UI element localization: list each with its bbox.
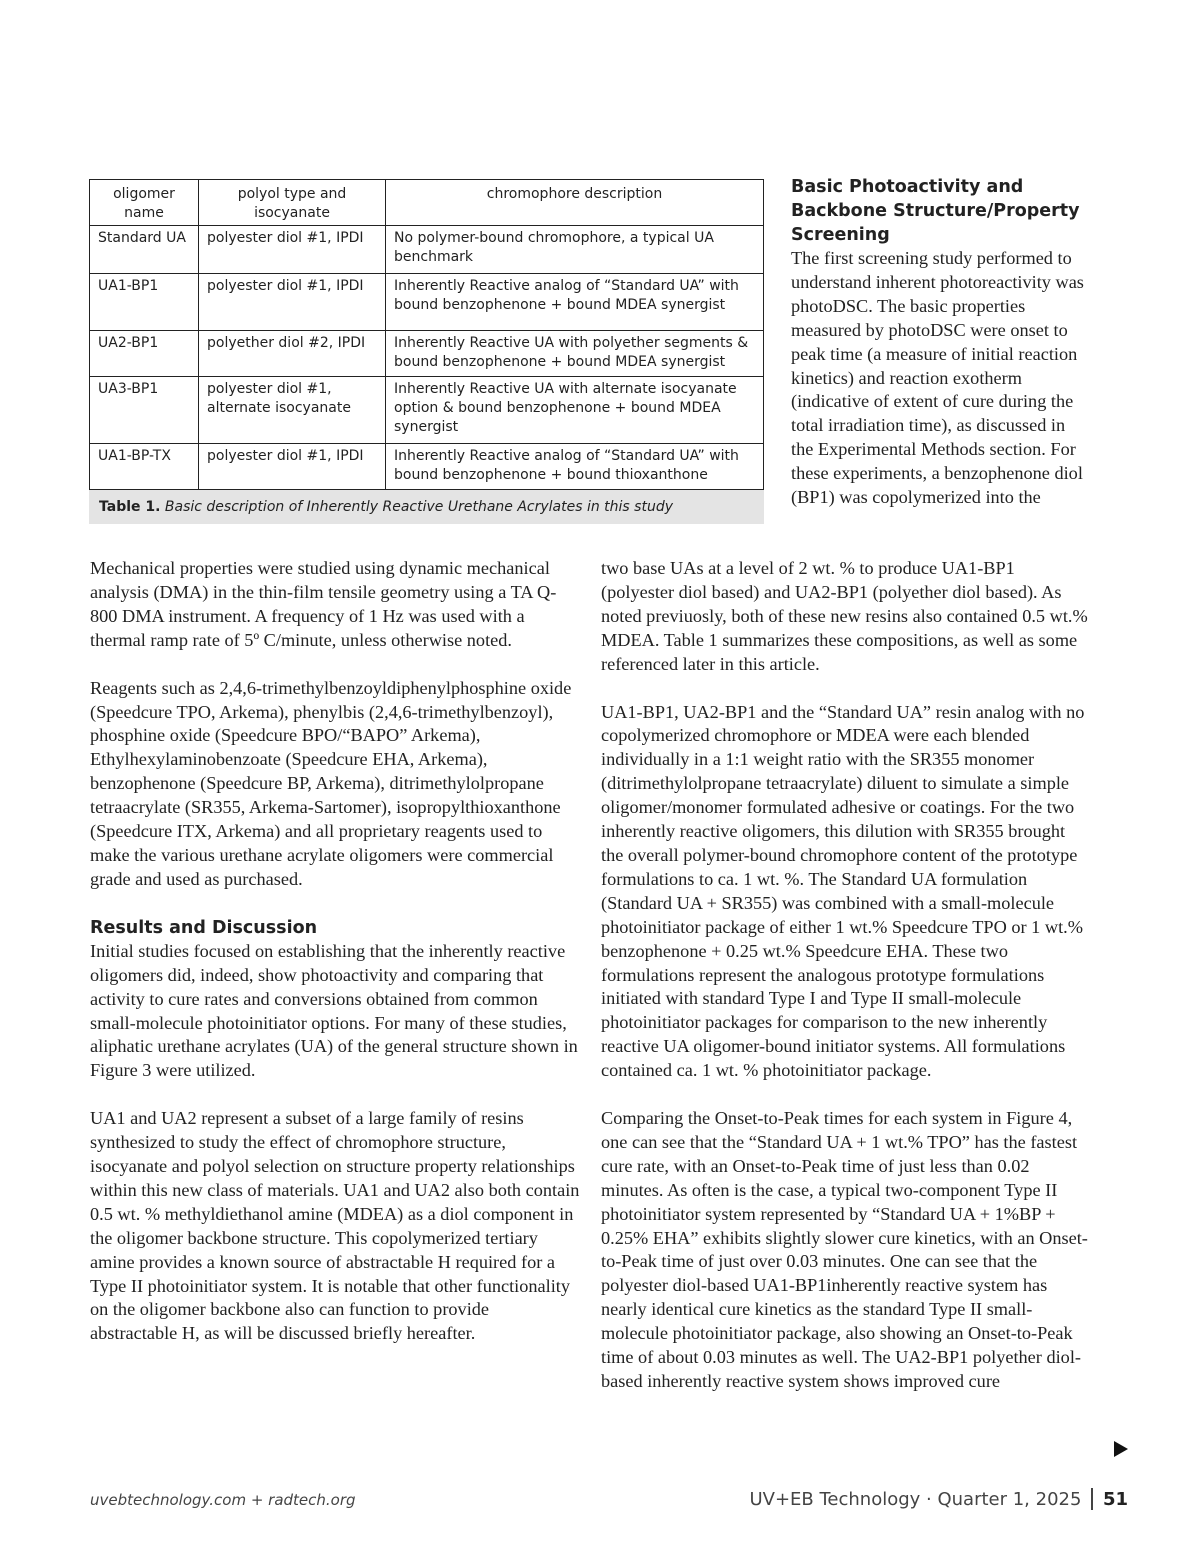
cell-oligomer-name: UA1-BP-TX bbox=[90, 444, 199, 490]
table-row bbox=[90, 444, 764, 490]
table-row bbox=[90, 274, 764, 331]
cell-polyol: polyester diol #1, IPDI bbox=[199, 226, 386, 274]
cell-polyol: polyether diol #2, IPDI bbox=[199, 331, 386, 377]
footer-divider bbox=[1091, 1488, 1093, 1510]
paragraph: Mechanical properties were studied using dynamic mechanical analysis (DMA) in the thin-film tensile geometry using a TA Q-800 DMA instrument. A frequency of 1 Hz was used with a thermal ramp rate of 5º C/minute, unless otherwise noted. bbox=[90, 558, 557, 650]
caption-text: Basic description of Inherently Reactive Urethane Acrylates in this study bbox=[164, 499, 674, 515]
paragraph: Initial studies focused on establishing that the inherently reactive oligomers did, indeed, show photoactivity and comparing that activity to cure rates and conversions obtained from common small-molecule photoinitiator options. For many of these studies, aliphatic urethane acrylates (UA) of the general structure shown in Figure 3 were utilized. bbox=[90, 940, 578, 1081]
cell-oligomer-name: Standard UA bbox=[90, 226, 199, 274]
paragraph: Comparing the Onset-to-Peak times for each system in Figure 4, one can see that the “Standard UA + 1 wt.% TPO” has the fastest cure rate, with an Onset-to-Peak time of just less than 0.02 minutes. As often is the case, a typical two-component Type II photoinitiator system represented by “Standard UA + 1%BP + 0.25% EHA” exhibits slightly slower cure kinetics, with an Onset-to-Peak time of just over 0.03 minutes. One can see that the polyester diol-based UA1-BP1inherently reactive system has nearly identical cure kinetics as the standard Type II small-molecule photoinitiator package, also showing an Onset-to-Peak time of about 0.03 minutes as well. The UA2-BP1 polyether diol-based inherently reactive system shows improved cure bbox=[601, 1108, 1088, 1391]
table-caption bbox=[89, 490, 764, 524]
table-row bbox=[90, 377, 764, 444]
header-oligomer-name: oligomer name bbox=[90, 180, 199, 226]
left-column bbox=[90, 557, 580, 1346]
header-polyol-type: polyol type and isocyanate bbox=[199, 180, 386, 226]
cell-description: No polymer-bound chromophore, a typical UA benchmark bbox=[386, 226, 764, 274]
table-row bbox=[90, 226, 764, 274]
cell-description: Inherently Reactive analog of “Standard UA” with bound benzophenone + bound MDEA synergist bbox=[386, 274, 764, 331]
paragraph: two base UAs at a level of 2 wt. % to produce UA1-BP1 (polyester diol based) and UA2-BP1 (polyether diol based). As noted previuosly, both of these new resins also contained 0.5 wt.% MDEA. Table 1 summarizes these compositions, as well as some referenced later in this article. bbox=[601, 558, 1088, 674]
paragraph: UA1 and UA2 represent a subset of a large family of resins synthesized to study the effect of chromophore structure, isocyanate and polyol selection on structure property relationships within this new class of materials. UA1 and UA2 also both contain 0.5 wt. % methyldiethanol amine (MDEA) as a diol component in the oligomer backbone structure. This copolymerized tertiary amine provides a known source of abstractable H required for a Type II photoinitiator system. It is notable that other functionality on the oligomer backbone also can function to provide abstractable H, as will be discussed briefly hereafter. bbox=[90, 1108, 580, 1344]
paragraph: Reagents such as 2,4,6-trimethylbenzoyldiphenylphosphine oxide (Speedcure TPO, Arkema), phenylbis (2,4,6-trimethylbenzoyl), phosphine oxide (Speedcure BPO/“BAPO” Arkema), Ethylhexylaminobenzoate (Speedcure EHA, Arkema), benzophenone (Speedcure BP, Arkema), ditrimethylolpropane tetraacrylate (SR355, Arkema-Sartomer), isopropylthioxanthone (Speedcure ITX, Arkema) and all proprietary reagents used to make the various urethane acrylate oligomers were commercial grade and used as purchased. bbox=[90, 677, 572, 889]
cell-oligomer-name: UA2-BP1 bbox=[90, 331, 199, 377]
paragraph: The first screening study performed to understand inherent photoreactivity was photoDSC. The basic properties measured by photoDSC were onset to peak time (a measure of initial reaction kinetics) and reaction exotherm (indicative of extent of cure during the total irradiation time), as discussed in the Experimental Methods section. For these experiments, a benzophenone diol (BP1) was copolymerized into the bbox=[791, 248, 1084, 508]
footer-website: uvebtechnology.com + radtech.org bbox=[90, 1491, 356, 1509]
cell-description: Inherently Reactive UA with alternate isocyanate option & bound benzophenone + bound MDEA synergist bbox=[386, 377, 764, 444]
table-header-row bbox=[90, 180, 764, 226]
cell-polyol: polyester diol #1, IPDI bbox=[199, 444, 386, 490]
cell-polyol: polyester diol #1, IPDI bbox=[199, 274, 386, 331]
cell-description: Inherently Reactive UA with polyether segments & bound benzophenone + bound MDEA synergist bbox=[386, 331, 764, 377]
right-top-section bbox=[791, 175, 1091, 510]
page-number: 51 bbox=[1102, 1488, 1128, 1510]
cell-polyol: polyester diol #1, alternate isocyanate bbox=[199, 377, 386, 444]
section-heading-results: Results and Discussion bbox=[90, 917, 318, 938]
publication-name: UV+EB Technology · Quarter 1, 2025 bbox=[749, 1488, 1082, 1510]
composition-table bbox=[89, 179, 764, 490]
section-heading-photoactivity: Basic Photoactivity and Backbone Structure/Property Screening bbox=[791, 177, 1080, 245]
table-row bbox=[90, 331, 764, 377]
caption-label: Table 1. bbox=[99, 499, 161, 515]
footer-publication bbox=[749, 1488, 1128, 1510]
table-1 bbox=[89, 179, 764, 524]
continue-arrow-icon bbox=[1114, 1441, 1128, 1457]
paragraph: UA1-BP1, UA2-BP1 and the “Standard UA” resin analog with no copolymerized chromophore or MDEA were each blended individually in a 1:1 weight ratio with the SR355 monomer (ditrimethylolpropane tetraacrylate) diluent to simulate a simple oligomer/monomer formulated adhesive or coatings. For the two inherently reactive oligomers, this dilution with SR355 brought the overall polymer-bound chromophore content of the prototype formulations to ca. 1 wt. %. The Standard UA formulation (Standard UA + SR355) was combined with a small-molecule photoinitiator package of either 1 wt.% Speedcure TPO or 1 wt.% benzophenone + 0.25 wt.% Speedcure EHA. These two formulations represent the analogous prototype formulations initiated with standard Type I and Type II small-molecule photoinitiator packages for comparison to the new inherently reactive UA oligomer-bound initiator systems. All formulations contained ca. 1 wt. % photoinitiator package. bbox=[601, 701, 1085, 1081]
cell-description: Inherently Reactive analog of “Standard UA” with bound benzophenone + bound thioxanthone bbox=[386, 444, 764, 490]
right-column bbox=[601, 557, 1091, 1394]
cell-oligomer-name: UA3-BP1 bbox=[90, 377, 199, 444]
cell-oligomer-name: UA1-BP1 bbox=[90, 274, 199, 331]
header-chromophore-description: chromophore description bbox=[386, 180, 764, 226]
